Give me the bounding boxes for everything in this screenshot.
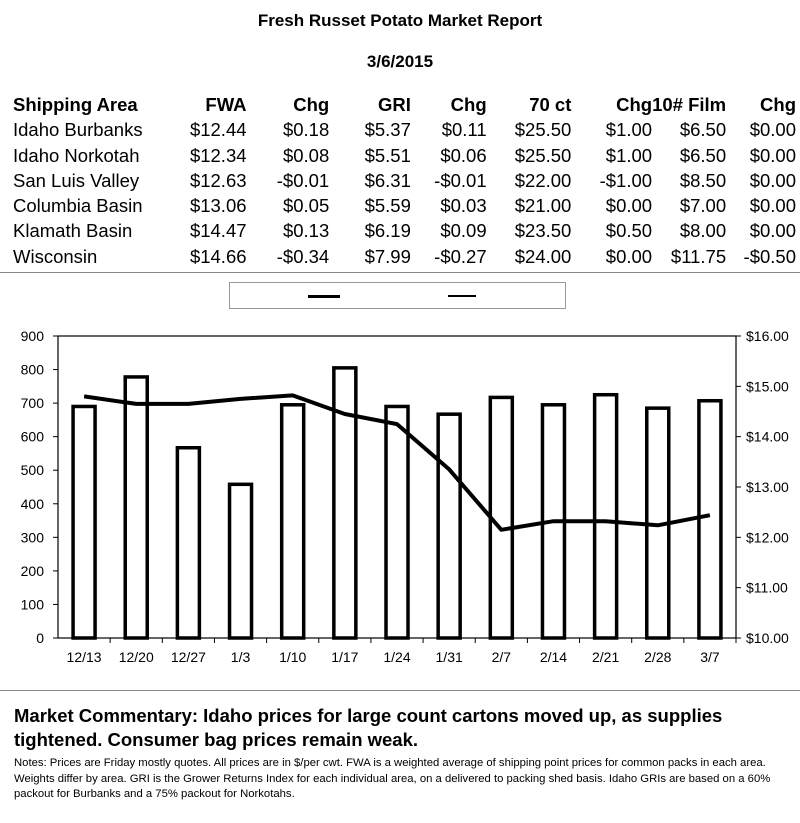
table-cell: $25.50 <box>514 144 572 166</box>
legend-swatch-line <box>448 295 476 297</box>
y-left-tick-label: 900 <box>20 328 44 344</box>
y-left-tick-label: 100 <box>20 596 44 613</box>
y-left-tick-label: 0 <box>36 630 44 646</box>
market-commentary: Market Commentary: Idaho prices for large count cartons moved up, as supplies tightened. Consumer bag prices remain weak. <box>14 705 723 750</box>
table-cell: $0.00 <box>749 119 796 141</box>
table-cell: $8.00 <box>679 220 727 242</box>
table-cell: $14.66 <box>189 245 247 267</box>
chart-legend <box>229 282 566 309</box>
x-tick-label: 1/17 <box>331 649 359 665</box>
table-cell: -$0.50 <box>743 245 796 267</box>
table-row <box>10 218 796 243</box>
table-cell: $1.00 <box>605 144 653 166</box>
table-cell: $21.00 <box>514 195 572 217</box>
table-cell: $1.00 <box>605 119 653 141</box>
header-shipping-area: Shipping Area <box>13 94 138 115</box>
table-cell: $6.31 <box>364 169 411 191</box>
table-cell: $6.19 <box>364 220 411 242</box>
bar <box>595 395 617 638</box>
table-cell: $0.00 <box>749 195 796 217</box>
header-fwa-chg: Chg <box>293 94 330 115</box>
table-cell: $5.59 <box>364 195 411 217</box>
header-film: 10# Film <box>652 94 727 115</box>
table-row <box>10 168 796 193</box>
y-left-tick-label: 600 <box>20 428 44 445</box>
table-cell: $0.05 <box>282 195 330 217</box>
x-tick-label: 1/24 <box>383 649 411 665</box>
y-left-tick-label: 700 <box>20 395 44 412</box>
table-cell: $0.18 <box>282 119 330 141</box>
table-cell: $0.06 <box>440 144 487 166</box>
header-70ct-chg: Chg <box>616 94 653 115</box>
combo-chart <box>0 320 800 672</box>
table-cell: Klamath Basin <box>13 220 133 242</box>
y-right-tick-label: $15.00 <box>746 378 789 395</box>
x-tick-label: 2/14 <box>539 649 568 665</box>
y-right-tick-label: $16.00 <box>746 328 789 344</box>
y-left-tick-label: 800 <box>20 361 44 378</box>
table-cell: $0.03 <box>440 195 487 217</box>
table-cell: -$0.01 <box>276 169 330 191</box>
table-cell: $7.00 <box>679 195 727 217</box>
table-row <box>10 143 796 168</box>
y-right-tick-label: $13.00 <box>746 479 789 495</box>
header-gri-chg: Chg <box>450 94 487 115</box>
table-cell: $8.50 <box>679 169 727 191</box>
table-cell: $12.44 <box>189 119 247 141</box>
table-cell: $23.50 <box>514 220 572 242</box>
x-tick-label: 1/10 <box>279 649 307 665</box>
divider <box>0 272 800 273</box>
table-cell: $6.50 <box>679 119 727 141</box>
y-right-tick-label: $10.00 <box>746 630 789 646</box>
bar <box>73 406 95 638</box>
table-cell: $13.06 <box>189 195 247 217</box>
table-cell: $5.51 <box>364 144 411 166</box>
bar <box>490 397 512 638</box>
table-cell: $0.08 <box>282 144 330 166</box>
table-cell: $0.00 <box>605 195 653 217</box>
table-row <box>10 117 796 142</box>
table-cell: $5.37 <box>364 119 411 141</box>
y-left-tick-label: 200 <box>20 562 44 579</box>
bar <box>699 401 721 638</box>
x-tick-label: 3/7 <box>700 649 720 665</box>
x-tick-label: 12/13 <box>66 649 102 665</box>
y-left-tick-label: 300 <box>20 529 44 546</box>
table-cell: $24.00 <box>514 245 572 267</box>
table-cell: $12.63 <box>189 169 247 191</box>
bar <box>386 406 408 638</box>
bar <box>334 368 356 638</box>
header-film-chg: Chg <box>760 94 796 115</box>
table-cell: $0.09 <box>440 220 487 242</box>
table-cell: $6.50 <box>679 144 727 166</box>
y-right-tick-label: $12.00 <box>746 529 789 546</box>
x-tick-label: 12/27 <box>170 649 206 665</box>
bar <box>230 484 252 638</box>
table-cell: Columbia Basin <box>13 195 143 217</box>
header-70ct: 70 ct <box>529 94 572 115</box>
table-cell: $0.00 <box>605 245 653 267</box>
bar <box>438 414 460 638</box>
table-cell: $12.34 <box>189 144 247 166</box>
header-gri: GRI <box>377 94 411 115</box>
table-cell: $14.47 <box>189 220 247 242</box>
table-cell: $0.00 <box>749 220 796 242</box>
table-cell: San Luis Valley <box>13 169 140 191</box>
table-row <box>10 193 796 218</box>
table-cell: $0.11 <box>441 119 487 141</box>
table-cell: $0.00 <box>749 144 796 166</box>
report-title: Fresh Russet Potato Market Report <box>257 11 543 30</box>
table-cell: Wisconsin <box>13 245 98 267</box>
table-cell: -$0.34 <box>276 245 330 267</box>
divider <box>0 690 800 691</box>
x-tick-label: 2/7 <box>491 649 512 665</box>
table-cell: Idaho Norkotah <box>13 144 140 166</box>
table-cell: -$1.00 <box>599 169 653 191</box>
table-cell: $25.50 <box>514 119 572 141</box>
legend-swatch-bars <box>308 295 340 298</box>
x-tick-label: 1/3 <box>230 649 251 665</box>
y-left-tick-label: 400 <box>20 495 44 512</box>
table-cell: $11.75 <box>670 245 727 267</box>
plot-area <box>21 328 789 665</box>
table-cell: Idaho Burbanks <box>13 119 143 141</box>
y-left-tick-label: 500 <box>20 462 44 479</box>
notes: Notes: Prices are Friday mostly quotes. All prices are in $/per cwt. FWA is a weighted average of shipping point prices for common packs in each area. Weights differ by area. GRI is the Grower Returns Index for each individual area, on a delivered to packing shed basis. Idaho GRIs are based on a 60% packout for Burbanks and a 75% packout for Norkotahs. <box>14 757 771 800</box>
table-cell: -$0.01 <box>434 169 487 191</box>
table-cell: $0.13 <box>282 220 330 242</box>
table-header-row <box>10 92 796 117</box>
bar <box>282 405 304 638</box>
bar <box>125 377 147 638</box>
y-right-tick-label: $14.00 <box>746 428 789 445</box>
header-fwa: FWA <box>205 94 247 115</box>
table-cell: $0.50 <box>605 220 653 242</box>
report-date: 3/6/2015 <box>366 52 434 71</box>
x-tick-label: 12/20 <box>118 649 154 665</box>
x-tick-label: 1/31 <box>435 649 463 665</box>
x-tick-label: 2/21 <box>591 649 620 665</box>
table-cell: $0.00 <box>749 169 796 191</box>
y-right-tick-label: $11.00 <box>746 579 788 596</box>
price-table <box>10 92 796 269</box>
table-cell: $7.99 <box>364 245 411 267</box>
x-tick-label: 2/28 <box>644 649 672 665</box>
bar <box>177 448 199 638</box>
table-cell: -$0.27 <box>434 245 487 267</box>
table-row <box>10 244 796 269</box>
table-cell: $22.00 <box>514 169 572 191</box>
